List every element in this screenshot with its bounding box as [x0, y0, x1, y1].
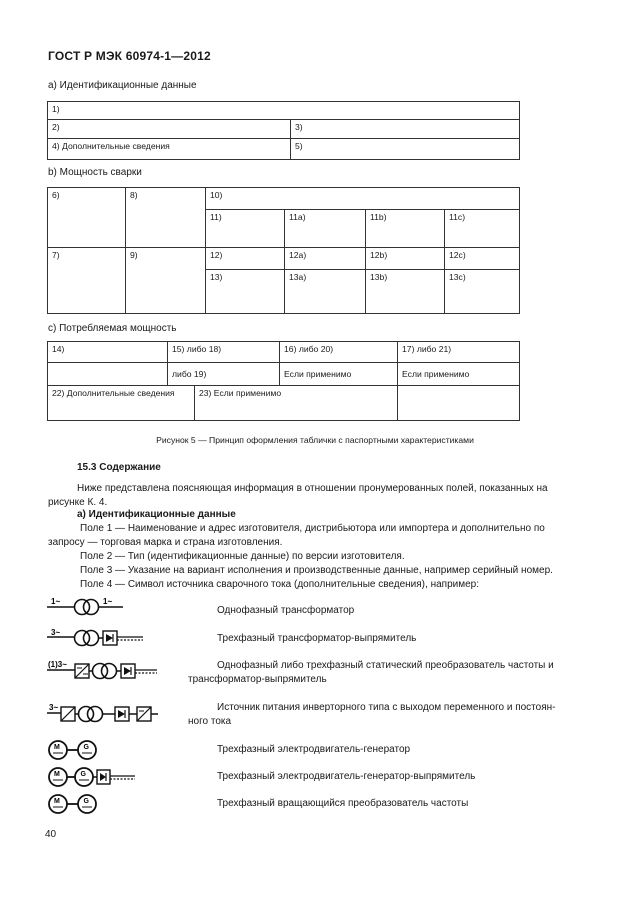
field-14: 14): [48, 342, 168, 363]
symbol-desc-5: Трехфазный электродвигатель-генератор: [217, 744, 411, 755]
welding-output-table: [47, 187, 520, 314]
symbol-desc-1: Однофазный трансформатор: [217, 605, 355, 616]
field-2-text: Поле 2 — Тип (идентификационные данные) по версии изготовителя.: [80, 551, 405, 562]
page-number: 40: [45, 829, 57, 840]
section-heading: 15.3 Содержание: [77, 462, 161, 473]
section-b-title: b) Мощность сварки: [48, 167, 142, 178]
field-8: 8): [126, 188, 206, 248]
field-11a: 11a): [285, 210, 366, 248]
field-7: 7): [48, 248, 126, 314]
field-23: 23) Если применимо: [195, 386, 398, 421]
generator-label: G: [83, 744, 89, 751]
symbol-desc-4: Источник питания инверторного типа с выходом переменного и постоян-: [217, 702, 556, 713]
field-17-21: 17) либо 21): [398, 342, 520, 363]
field-6: 6): [48, 188, 126, 248]
motor-label: M: [54, 744, 60, 751]
field-4-text: Поле 4 — Символ источника сварочного тока (дополнительные сведения), например:: [80, 579, 479, 590]
field-3-text: Поле 3 — Указание на вариант исполнения и производственные данные, например серийный номер.: [80, 565, 553, 576]
symbol-desc-7: Трехфазный вращающийся преобразователь частоты: [217, 798, 469, 809]
motor-generator-rectifier-icon: [45, 764, 140, 790]
motor-label: M: [54, 798, 60, 805]
intro-line-1: Ниже представлена поясняющая информация в отношении пронумерованных полей, показанных на: [77, 483, 548, 494]
field-1-text: Поле 1 — Наименование и адрес изготовителя, дистрибьютора или импортера и дополнительно по: [80, 523, 545, 534]
symbol-label-in: 1~: [51, 597, 61, 606]
field-11: 11): [206, 210, 285, 248]
field-20-note: Если применимо: [280, 363, 398, 386]
field-3: 3): [291, 120, 520, 139]
symbol-desc-3: Однофазный либо трехфазный статический преобразователь частоты и: [217, 660, 554, 671]
field-11b: 11b): [366, 210, 445, 248]
generator-label: G: [80, 771, 86, 778]
field-11c: 11c): [445, 210, 520, 248]
field-1-text-cont: запросу — торговая марка и страна изготовления.: [48, 537, 283, 548]
generator-label: G: [83, 798, 89, 805]
input-power-table: [47, 341, 520, 421]
symbol-label-out: 1~: [103, 597, 113, 606]
field-12: 12): [206, 248, 285, 270]
field-9: 9): [126, 248, 206, 314]
figure-caption: Рисунок 5 — Принцип оформления таблички с паспортными характеристиками: [156, 435, 474, 445]
field-13: 13): [206, 270, 285, 314]
inverter-icon: [45, 701, 160, 727]
symbol-label-in: 3~: [49, 703, 59, 712]
document-header: ГОСТ Р МЭК 60974-1—2012: [48, 49, 211, 63]
subheading-identification: а) Идентификационные данные: [77, 509, 236, 520]
field-13a: 13a): [285, 270, 366, 314]
field-21-note: Если применимо: [398, 363, 520, 386]
motor-generator-icon: [45, 737, 105, 763]
symbol-desc-2: Трехфазный трансформатор-выпрямитель: [217, 633, 417, 644]
field-4: 4) Дополнительные сведения: [48, 139, 291, 160]
field-2: 2): [48, 120, 291, 139]
field-10: 10): [206, 188, 520, 210]
field-blank: [398, 386, 520, 421]
single-phase-transformer-icon: [45, 594, 125, 620]
field-5: 5): [291, 139, 520, 160]
field-1: 1): [48, 102, 520, 120]
field-12c: 12c): [445, 248, 520, 270]
field-22: 22) Дополнительные сведения: [48, 386, 195, 421]
field-13c: 13c): [445, 270, 520, 314]
symbol-label-in: 3~: [51, 628, 61, 637]
symbol-desc-6: Трехфазный электродвигатель-генератор-выпрямитель: [217, 771, 476, 782]
symbol-desc-3-cont: трансформатор-выпрямитель: [188, 674, 327, 685]
field-16-20: 16) либо 20): [280, 342, 398, 363]
rotating-frequency-converter-icon: [45, 791, 105, 817]
section-a-title: а) Идентификационные данные: [48, 80, 197, 91]
static-converter-icon: [45, 658, 160, 684]
field-12a: 12a): [285, 248, 366, 270]
section-c-title: с) Потребляемая мощность: [48, 323, 177, 334]
field-13b: 13b): [366, 270, 445, 314]
symbol-label-in: (1)3~: [48, 660, 67, 669]
field-19: либо 19): [168, 363, 280, 386]
intro-line-2: рисунке К. 4.: [48, 497, 108, 508]
three-phase-transformer-rectifier-icon: [45, 625, 155, 651]
field-15-18: 15) либо 18): [168, 342, 280, 363]
symbol-desc-4-cont: ного тока: [188, 716, 232, 727]
motor-label: M: [54, 771, 60, 778]
identification-table: [47, 101, 520, 160]
field-12b: 12b): [366, 248, 445, 270]
field-14-blank: [48, 363, 168, 386]
